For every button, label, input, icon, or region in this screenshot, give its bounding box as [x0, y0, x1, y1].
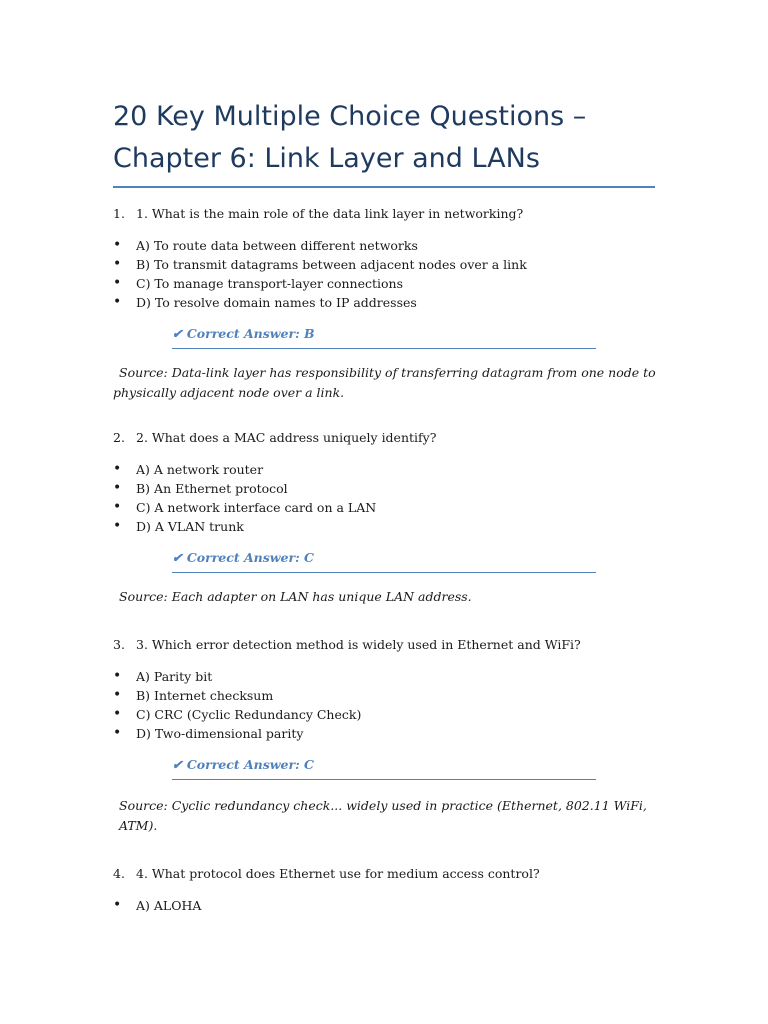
option-item: • B) An Ethernet protocol	[113, 480, 288, 496]
source-note: Source: Cyclic redundancy check... widely used in practice (Ethernet, 802.11 WiFi, ATM).	[119, 798, 647, 833]
source-note: Source: Each adapter on LAN has unique LAN address.	[119, 589, 472, 604]
question-text	[113, 637, 658, 653]
option-item: • D) To resolve domain names to IP addresses	[113, 294, 417, 310]
bullet-icon: •	[113, 237, 122, 253]
bullet-icon: •	[113, 725, 122, 741]
question-prompt: 3. Which error detection method is widely used in Ethernet and WiFi?	[136, 637, 581, 652]
option-item: • D) Two-dimensional parity	[113, 725, 304, 741]
question-text	[113, 430, 658, 446]
question-3	[113, 637, 658, 836]
question-1	[113, 206, 658, 403]
question-text	[113, 866, 658, 882]
question-2	[113, 430, 658, 607]
options-list	[113, 460, 658, 536]
source-note: Source: Data-link layer has responsibility of transferring datagram from one node to physically adjacent node over a link.	[113, 365, 656, 400]
question-number: 2.	[113, 430, 125, 445]
bullet-icon: •	[113, 499, 122, 515]
option-item: • C) A network interface card on a LAN	[113, 499, 377, 515]
question-prompt: 4. What protocol does Ethernet use for medium access control?	[136, 866, 540, 881]
bullet-icon: •	[113, 294, 122, 310]
question-text	[113, 206, 658, 222]
bullet-icon: •	[113, 897, 122, 913]
document-title	[113, 96, 658, 180]
options-list	[113, 896, 658, 915]
correct-answer: ✔ Correct Answer: B	[172, 326, 596, 349]
bullet-icon: •	[113, 256, 122, 272]
option-item: • C) CRC (Cyclic Redundancy Check)	[113, 706, 362, 722]
option-item: • C) To manage transport-layer connections	[113, 275, 404, 291]
bullet-icon: •	[113, 668, 122, 684]
option-item: • A) ALOHA	[113, 897, 202, 913]
option-item: • D) A VLAN trunk	[113, 518, 244, 534]
bullet-icon: •	[113, 518, 122, 534]
question-number: 3.	[113, 637, 125, 652]
title-line-2: Chapter 6: Link Layer and LANs	[113, 143, 540, 174]
options-list	[113, 667, 658, 743]
option-item: • B) Internet checksum	[113, 687, 274, 703]
bullet-icon: •	[113, 706, 122, 722]
title-line-1: 20 Key Multiple Choice Questions –	[113, 101, 587, 132]
bullet-icon: •	[113, 687, 122, 703]
question-number: 4.	[113, 866, 125, 881]
title-divider	[113, 186, 655, 188]
bullet-icon: •	[113, 275, 122, 291]
question-prompt: 1. What is the main role of the data link layer in networking?	[136, 206, 524, 221]
option-item: • A) A network router	[113, 461, 264, 477]
bullet-icon: •	[113, 480, 122, 496]
correct-answer: ✔ Correct Answer: C	[172, 757, 596, 780]
option-item: • B) To transmit datagrams between adjacent nodes over a link	[113, 256, 527, 272]
bullet-icon: •	[113, 461, 122, 477]
option-item: • A) Parity bit	[113, 668, 213, 684]
options-list	[113, 236, 658, 312]
option-item: • A) To route data between different networks	[113, 237, 418, 253]
document-page	[113, 0, 658, 915]
question-number: 1.	[113, 206, 125, 221]
question-4	[113, 866, 658, 915]
question-prompt: 2. What does a MAC address uniquely identify?	[136, 430, 437, 445]
correct-answer: ✔ Correct Answer: C	[172, 550, 596, 573]
